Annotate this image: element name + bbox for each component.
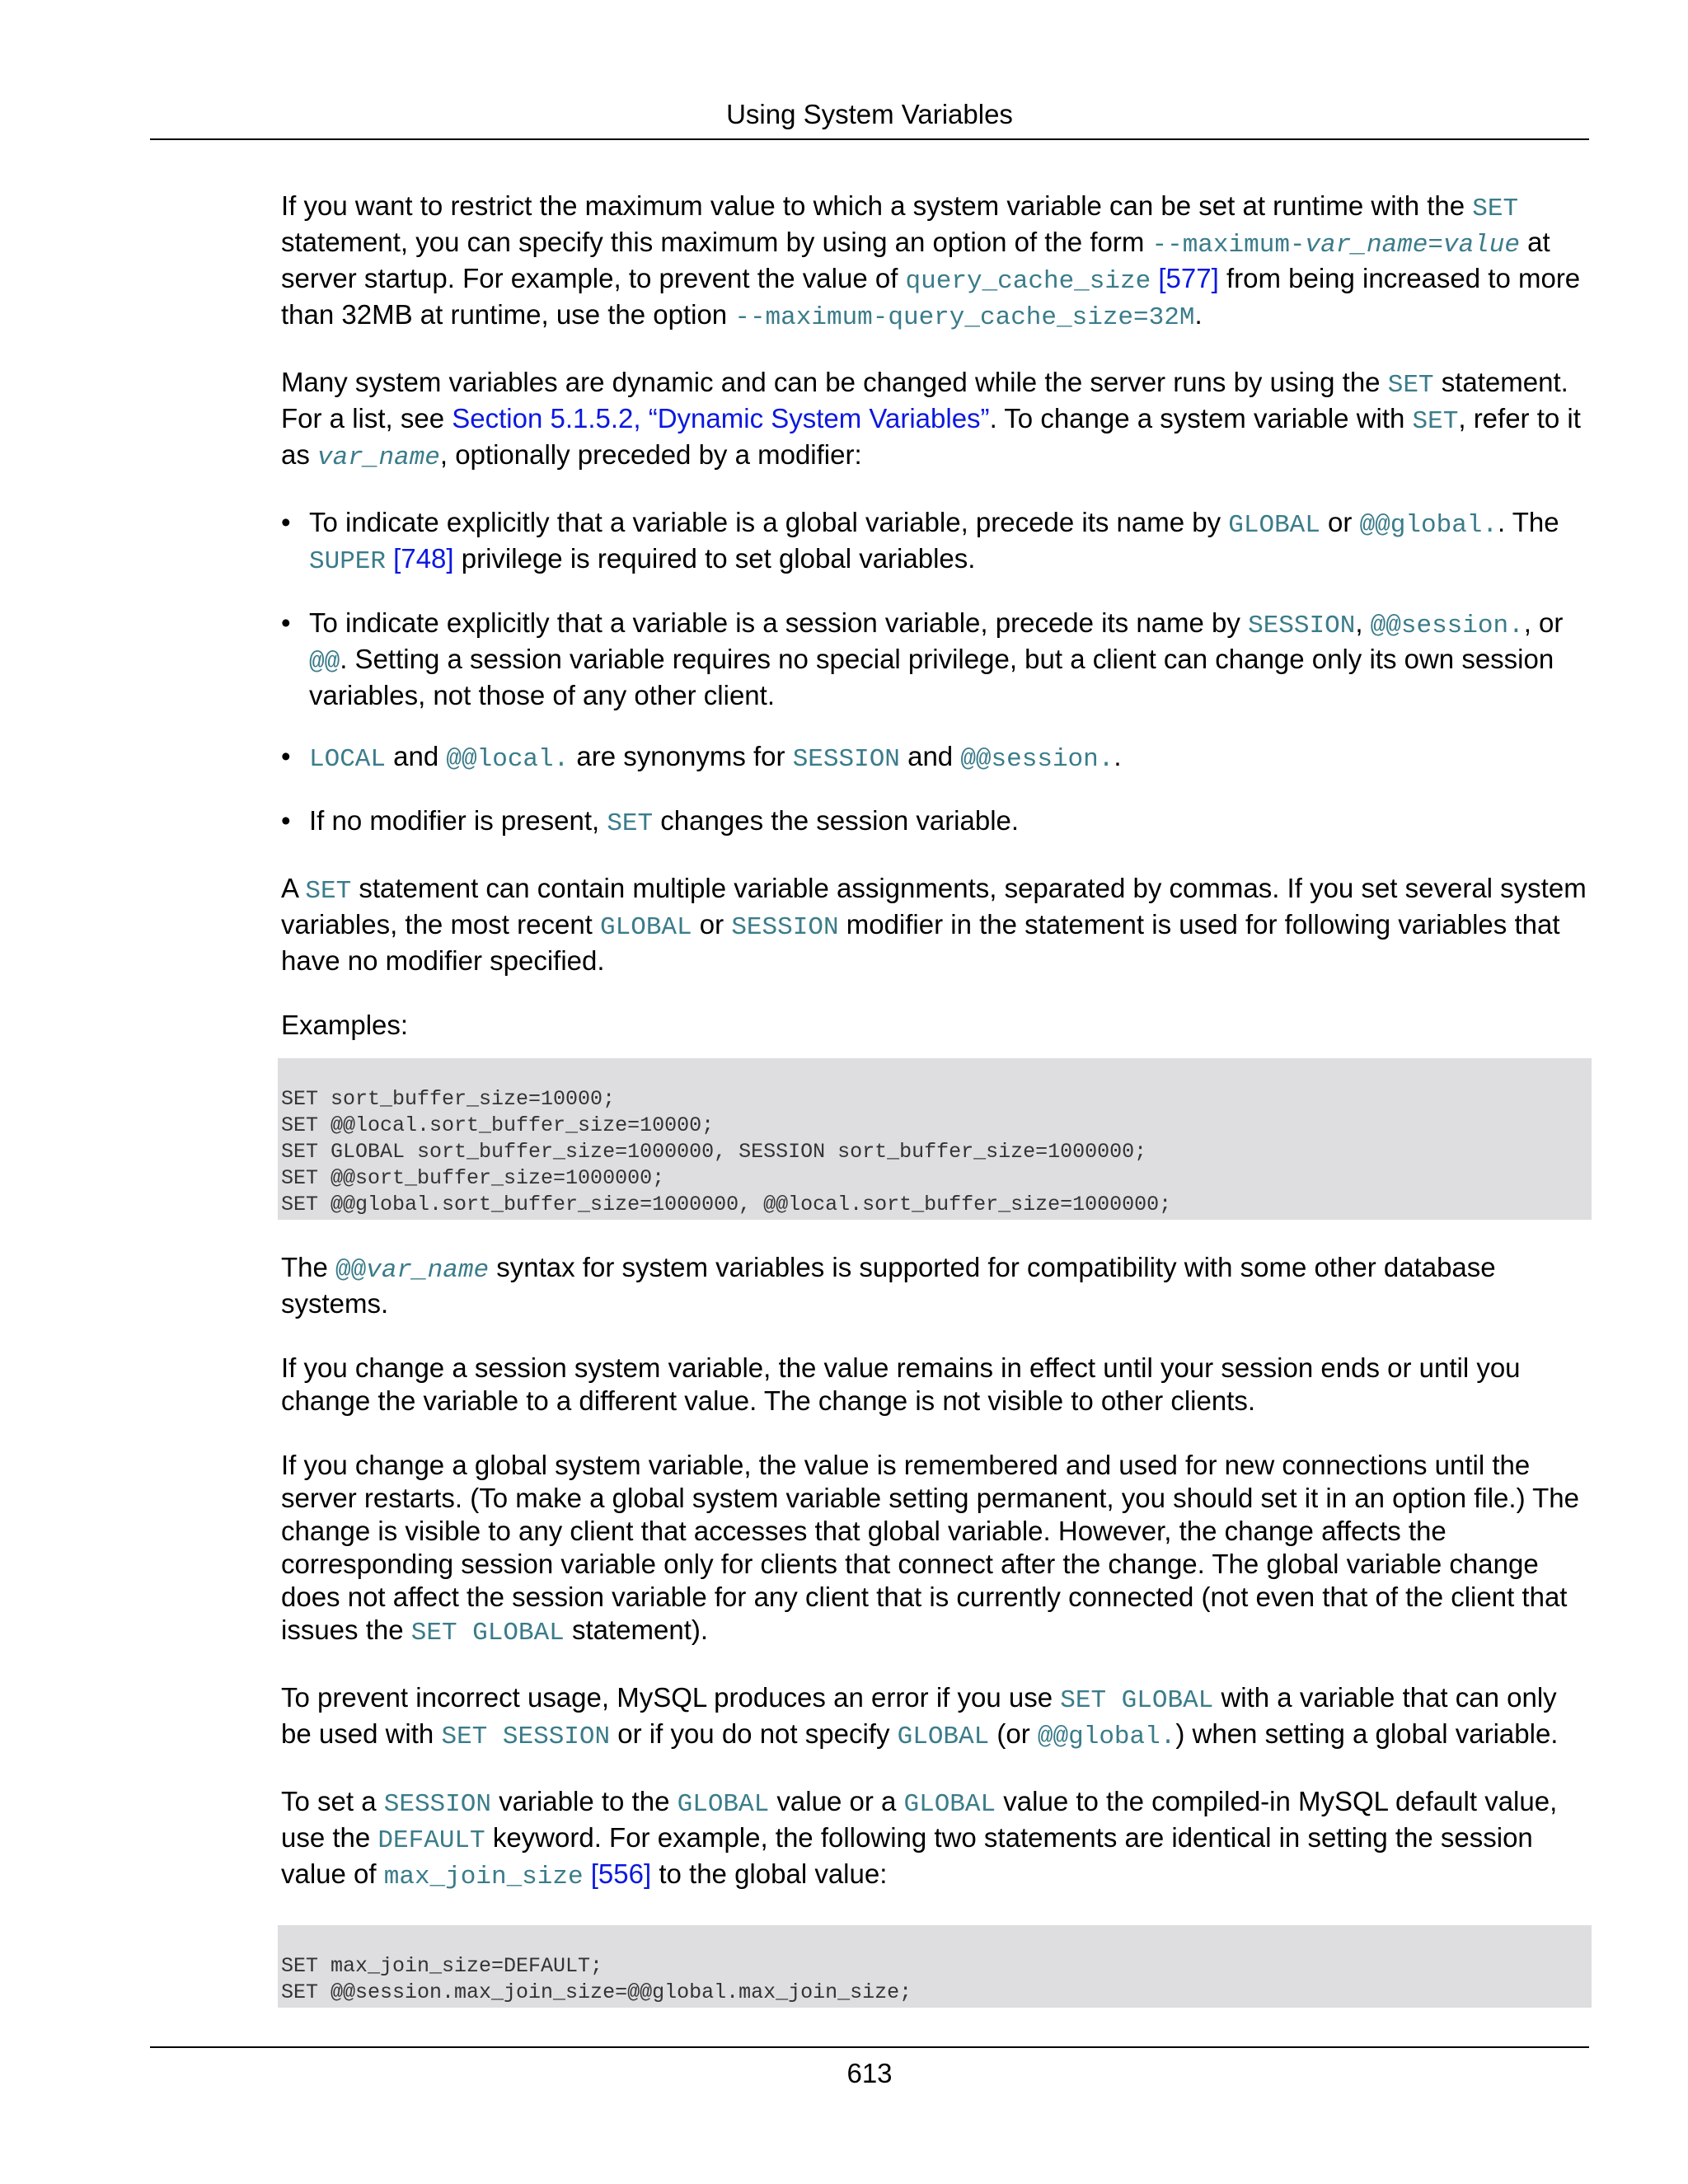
list-item: • LOCAL and @@local. are synonyms for SESSION and @@session.. xyxy=(281,740,1592,776)
code-global: GLOBAL xyxy=(903,1790,996,1819)
link-556[interactable]: [556] xyxy=(583,1858,652,1889)
code-block-default: SET max_join_size=DEFAULT; SET @@session.max_join_size=@@global.max_join_size; xyxy=(278,1925,1592,2008)
paragraph-default-keyword: To set a SESSION variable to the GLOBAL value or a GLOBAL value to the compiled-in MySQL default value, use the DEFAULT keyword. For example, the following two statements are identical in setting the session value of max_join_size [556] to the global value: xyxy=(281,1786,1558,1891)
page-footer xyxy=(150,2046,1589,2094)
code-session: SESSION xyxy=(792,745,900,774)
code-block-examples: SET sort_buffer_size=10000; SET @@local.sort_buffer_size=10000; SET GLOBAL sort_buffer_size=1000000, SESSION sort_buffer_size=1000000; SET @@sort_buffer_size=1000000; SET @@global.sort_buffer_size=1000000, @@local.sort_buffer_size=1000000; xyxy=(278,1058,1592,1220)
code-at-var-name: @@var_name xyxy=(335,1256,490,1285)
header-title: Using System Variables xyxy=(726,99,1013,129)
text: . To change a system variable with xyxy=(989,403,1413,434)
modifier-list xyxy=(281,506,1592,841)
text: statement, you can specify this maximum by using an option of the form xyxy=(281,227,1152,257)
text: statement. For a list, see xyxy=(281,367,1568,434)
code-at-local: @@local. xyxy=(446,745,570,774)
code-set-global: SET GLOBAL xyxy=(1060,1686,1214,1715)
text: at server startup. For example, to prevent the value of xyxy=(281,227,1550,293)
paragraph-session-change: If you change a session system variable, the value remains in effect until your session ends or until you change the variable to a different value. The change is not visible to other clients. xyxy=(281,1352,1521,1416)
link-748[interactable]: [748] xyxy=(386,543,454,574)
code-session: SESSION xyxy=(731,913,839,942)
paragraph-multiple-assignments: A SET statement can contain multiple variable assignments, separated by commas. If you set several system variables, the most recent GLOBAL or SESSION modifier in the statement is used for following variables that have no modifier specified. xyxy=(281,873,1587,976)
text: If you want to restrict the maximum value to which a system variable can be set at runtime with the xyxy=(281,190,1473,221)
code-set: SET xyxy=(1412,407,1459,436)
code-global: GLOBAL xyxy=(600,913,692,942)
text: . xyxy=(1194,299,1203,330)
text: Many system variables are dynamic and can be changed while the server runs by using the xyxy=(281,367,1388,397)
code-default: DEFAULT xyxy=(377,1826,485,1855)
code-maximum-query-cache: --maximum-query_cache_size=32M xyxy=(734,303,1195,332)
code-session: SESSION xyxy=(383,1790,491,1819)
code-at-session: @@session. xyxy=(1370,612,1524,640)
list-item: • If no modifier is present, SET changes the session variable. xyxy=(281,804,1592,841)
link-577[interactable]: [577] xyxy=(1151,263,1219,293)
code-global: GLOBAL xyxy=(677,1790,770,1819)
code-maximum-option: --maximum-var_name=value xyxy=(1151,231,1520,260)
code-max-join-size[interactable]: max_join_size xyxy=(383,1863,584,1891)
list-item: • To indicate explicitly that a variable is a session variable, precede its name by SESSION, @@session., or @@. Setting a session variable requires no special privilege, but a client can change only its own session variables, not those of any other client. xyxy=(281,607,1592,712)
document-body xyxy=(281,190,1592,2039)
code-session: SESSION xyxy=(1248,612,1356,640)
paragraph-var-name-syntax: The @@var_name syntax for system variables is supported for compatibility with some other database systems. xyxy=(281,1252,1496,1319)
code-at-session: @@session. xyxy=(960,745,1114,774)
text: , optionally preceded by a modifier: xyxy=(439,439,862,470)
code-set-global: SET GLOBAL xyxy=(410,1619,565,1647)
paragraph-examples-label: Examples: xyxy=(281,1010,409,1040)
code-local: LOCAL xyxy=(309,745,387,774)
code-at-global: @@global. xyxy=(1037,1722,1176,1751)
text: from being increased to more than 32MB at runtime, use the option xyxy=(281,263,1581,330)
code-set: SET xyxy=(1472,194,1519,223)
page-number: 613 xyxy=(846,2058,893,2088)
text: , refer to it as xyxy=(281,403,1581,470)
code-at-at: @@ xyxy=(309,648,340,677)
code-set: SET xyxy=(607,809,654,838)
link-dynamic-system-variables[interactable]: Section 5.1.5.2, “Dynamic System Variables” xyxy=(452,403,990,434)
paragraph-incorrect-usage: To prevent incorrect usage, MySQL produces an error if you use SET GLOBAL with a variable that can only be used with SET SESSION or if you do not specify GLOBAL (or @@global.) when setting a global variable. xyxy=(281,1682,1559,1751)
page-header xyxy=(150,94,1589,140)
list-item: • To indicate explicitly that a variable is a global variable, precede its name by GLOBAL or @@global.. The SUPER [748] privilege is required to set global variables. xyxy=(281,506,1592,579)
code-set: SET xyxy=(305,877,352,906)
paragraph-max-value xyxy=(281,190,1592,335)
code-at-global: @@global. xyxy=(1359,511,1498,540)
code-super[interactable]: SUPER xyxy=(309,547,387,576)
code-set: SET xyxy=(1387,371,1434,400)
paragraph-dynamic xyxy=(281,366,1592,475)
code-global: GLOBAL xyxy=(1228,511,1320,540)
code-set-session: SET SESSION xyxy=(441,1722,611,1751)
code-global: GLOBAL xyxy=(897,1722,990,1751)
paragraph-global-change: If you change a global system variable, the value is remembered and used for new connections until the server restarts. (To make a global system variable setting permanent, you should set it in an option file.) The change is visible to any client that accesses that global variable. However, the change affects the corresponding session variable only for clients that connect after the change. The global variable change does not affect the session variable for any client that is currently connected (not even that of the client that issues the SET GLOBAL statement). xyxy=(281,1450,1579,1647)
code-query-cache-size[interactable]: query_cache_size xyxy=(905,267,1151,296)
code-var-name: var_name xyxy=(317,443,440,472)
